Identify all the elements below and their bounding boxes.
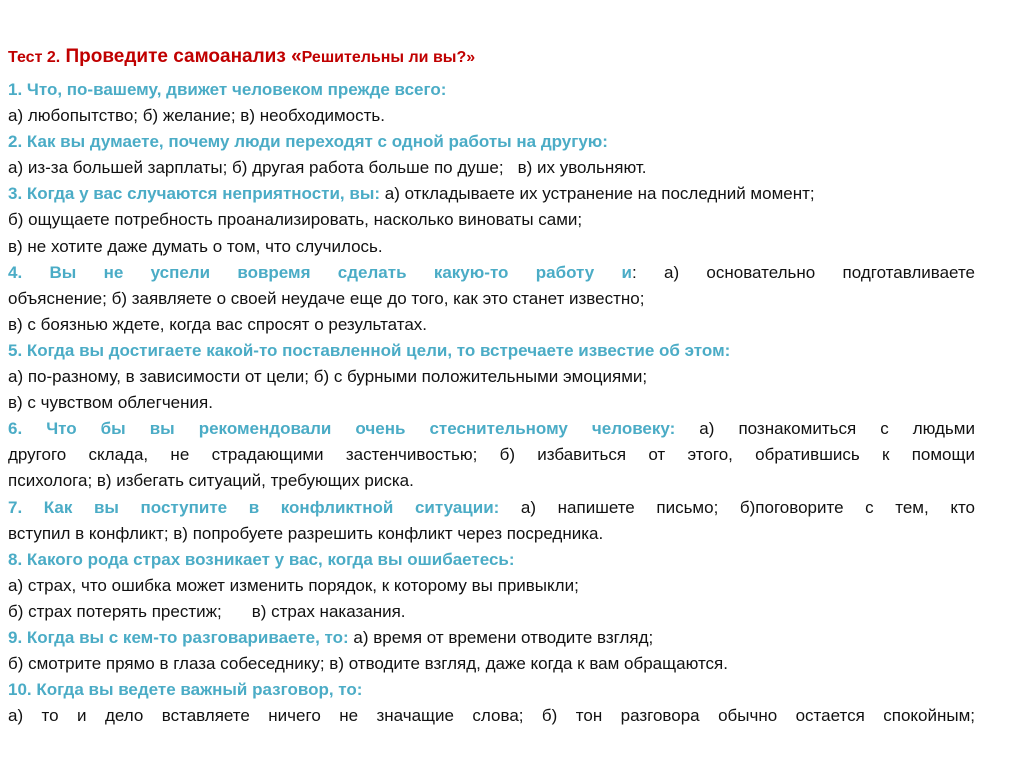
- answers-3-a: а) откладываете их устранение на последний момент;: [380, 184, 815, 204]
- title-prefix: Тест 2.: [8, 49, 61, 66]
- answers-6-b: другого склада, не страдающими застенчивостью; б) избавиться от этого, обратившись к помощи: [8, 445, 975, 465]
- answers-7-ab: а) напишете письмо; б)поговорите с тем, кто: [499, 497, 976, 517]
- question-8: 8. Какого рода страх возникает у вас, когда вы ошибаетесь:: [8, 549, 515, 569]
- question-5: 5. Когда вы достигаете какой-то поставленной цели, то встречаете известие об этом:: [8, 340, 731, 360]
- answers-7-c: вступил в конфликт; в) попробуете разрешить конфликт через посредника.: [8, 523, 604, 543]
- question-7: 7. Как вы поступите в конфликтной ситуации:: [8, 497, 500, 517]
- answers-6-c: психолога; в) избегать ситуаций, требующих риска.: [8, 471, 414, 491]
- answers-6-a: а) познакомиться с людьми: [675, 419, 975, 439]
- answers-8-c: в) страх наказания.: [251, 601, 406, 621]
- answers-5-ab: а) по-разному, в зависимости от цели; б) с бурными положительными эмоциями;: [8, 367, 648, 387]
- question-3: 3. Когда у вас случаются неприятности, вы:: [8, 184, 381, 204]
- answers-9-bc: б) смотрите прямо в глаза собеседнику; в) отводите взгляд, даже когда к вам обращаются.: [8, 654, 728, 674]
- question-3-line: [8, 181, 975, 207]
- question-6-line: [8, 416, 975, 442]
- answers-4-c: в) с боязнью ждете, когда вас спросят о результатах.: [8, 314, 428, 334]
- question-4-line: [8, 260, 975, 286]
- answers-5-c: в) с чувством облегчения.: [8, 393, 213, 413]
- question-10: 10. Когда вы ведете важный разговор, то:: [8, 680, 363, 700]
- title-quoted: Решительны ли вы?»: [301, 49, 476, 66]
- answers-4-a: : а) основательно подготавливаете: [631, 262, 975, 282]
- answers-2-c: в) их увольняют.: [517, 158, 647, 178]
- answers-8-bc: [8, 599, 975, 625]
- answers-3-c: в) не хотите даже думать о том, что случилось.: [8, 236, 383, 256]
- title-main: Проведите самоанализ «: [65, 46, 302, 67]
- question-9-line: [8, 625, 975, 651]
- answers-3-b: б) ощущаете потребность проанализировать, насколько виноваты сами;: [8, 210, 583, 230]
- answers-2: [8, 155, 975, 181]
- question-2: 2. Как вы думаете, почему люди переходят с одной работы на другую:: [8, 132, 608, 152]
- answers-8-b: б) страх потерять престиж;: [8, 601, 222, 621]
- answers-9-a: а) время от времени отводите взгляд;: [348, 627, 654, 647]
- answers-1: а) любопытство; б) желание; в) необходимость.: [8, 106, 385, 126]
- question-6: 6. Что бы вы рекомендовали очень стеснительному человеку:: [8, 419, 676, 439]
- question-4: 4. Вы не успели вовремя сделать какую-то работу и: [8, 262, 632, 282]
- answers-8-a: а) страх, что ошибка может изменить порядок, к которому вы привыкли;: [8, 575, 579, 595]
- question-7-line: [8, 495, 975, 521]
- question-9: 9. Когда вы с кем-то разговариваете, то:: [8, 627, 349, 647]
- answers-4-b: объяснение; б) заявляете о своей неудаче еще до того, как это станет известно;: [8, 288, 645, 308]
- test-content: [8, 77, 975, 729]
- answers-2-ab: а) из-за большей зарплаты; б) другая работа больше по душе;: [8, 158, 504, 178]
- answers-10-ab: а) то и дело вставляете ничего не значащие слова; б) тон разговора обычно остается спокойным;: [8, 706, 975, 726]
- question-1: 1. Что, по-вашему, движет человеком прежде всего:: [8, 80, 447, 99]
- slide-title: [8, 46, 475, 68]
